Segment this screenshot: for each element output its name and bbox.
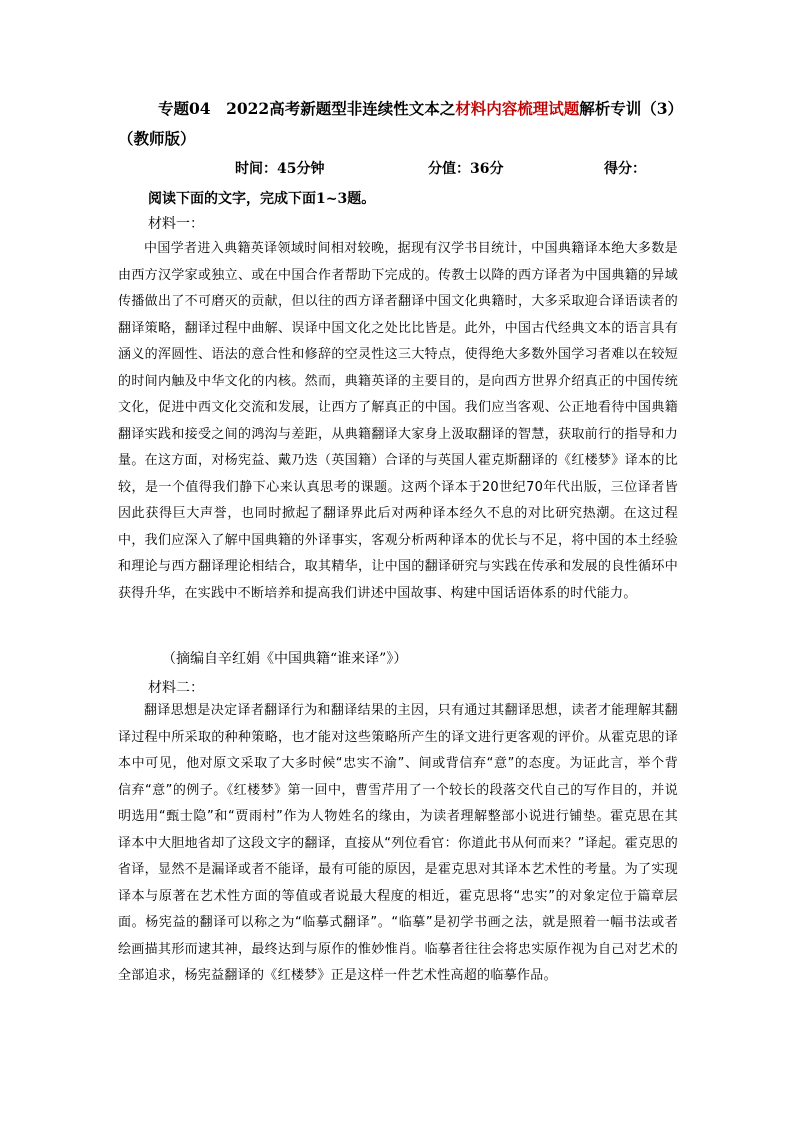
exam-score: 分值：36分 [428, 161, 504, 177]
material-one-source: （摘编自辛红娟《中国典籍“谁来译”》） [162, 651, 408, 667]
material-two-label: 材料二： [148, 680, 204, 696]
exam-time: 时间：45分钟 [235, 161, 325, 177]
document-title [118, 94, 678, 154]
exam-obtained: 得分： [604, 161, 646, 177]
material-two-text: 翻译思想是决定译者翻译行为和翻译结果的主因，只有通过其翻译思想，读者才能理解其翻译过程中所采取的种种策略，也才能对这些策略所产生的译文进行更客观的评价。从霍克思的译本中可见，他对原文采取了大多时候“忠实不渝”、间或背信弃“意”的态度。为证此言，举个背信弃“意”的例子。《红楼梦》第一回中，曹雪芹用了一个较长的段落交代自己的写作目的，并说明选用“甄士隐”和“贾雨村”作为人物姓名的缘由，为读者理解整部小说进行铺垫。霍克思在其译本中大胆地省却了这段文字的翻译，直接从“列位看官：你道此书从何而来？”译起。霍克思的省译，显然不是漏译或者不能译，最有可能的原因，是霍克思对其译本艺术性的考量。为了实现译本与原著在艺术性方面的等值或者说最大程度的相近，霍克思将“忠实”的对象定位于篇章层面。杨宪益的翻译可以称之为“临摹式翻译”。“临摹”是初学书画之法，就是照着一幅书法或者绘画描其形而逮其神，最终达到与原作的惟妙惟肖。临摹者往往会将忠实原作视为自己对艺术的全部追求，杨宪益翻译的《红楼梦》正是这样一件艺术性高超的临摹作品。 [118, 703, 678, 983]
material-one-label: 材料一： [148, 216, 204, 232]
title-highlight: 材料内容梳理试题 [455, 99, 580, 118]
material-one-text: 中国学者进入典籍英译领域时间相对较晚，据现有汉学书目统计，中国典籍译本绝大多数是由西方汉学家或独立、或在中国合作者帮助下完成的。传教士以降的西方译者为中国典籍的异域传播做出了不可磨灭的贡献，但以往的西方译者翻译中国文化典籍时，大多采取迎合译语读者的翻译策略，翻译过程中曲解、误译中国文化之处比比皆是。此外，中国古代经典文本的语言具有涵义的浑圆性、语法的意合性和修辞的空灵性这三大特点，使得绝大多数外国学习者难以在较短的时间内触及中华文化的内核。然而，典籍英译的主要目的，是向西方世界介绍真正的中国传统文化，促进中西文化交流和发展，让西方了解真正的中国。我们应当客观、公正地看待中国典籍翻译实践和接受之间的鸿沟与差距，从典籍翻译大家身上汲取翻译的智慧，获取前行的指导和力量。在这方面，对杨宪益、戴乃迭（英国籍）合译的与英国人霍克斯翻译的《红楼梦》译本的比较，是一个值得我们静下心来认真思考的课题。这两个译本于20世纪70年代出版，三位译者皆因此获得巨大声誉，也同时掀起了翻译界此后对两种译本经久不息的对比研究热潮。在这过程中，我们应深入了解中国典籍的外译事实，客观分析两种译本的优长与不足，将中国的本土经验和理论与西方翻译理论相结合，取其精华，让中国的翻译研究与实践在传承和发展的良性循环中获得升华，在实践中不断培养和提高我们讲述中国故事、构建中国话语体系的时代能力。 [118, 241, 678, 601]
title-prefix: 专题04 2022高考新题型非连续性文本之 [158, 99, 456, 118]
reading-instruction: 阅读下面的文字，完成下面1~3题。 [148, 191, 376, 207]
title-suffix: 解析专训（3）（教师版） [118, 99, 676, 148]
